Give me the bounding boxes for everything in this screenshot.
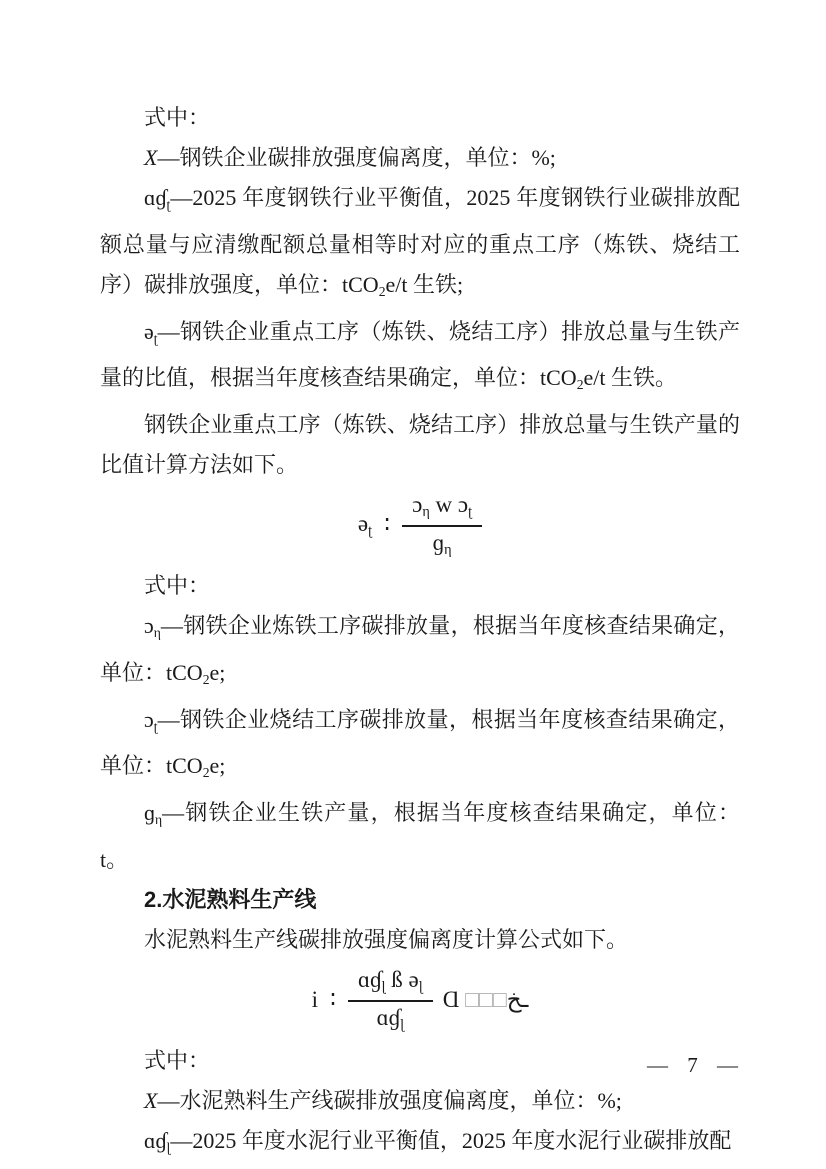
text-segment: ɡ [432, 530, 445, 556]
text-segment: —钢铁企业碳排放强度偏离度，单位：%; [157, 145, 556, 170]
text-segment: —钢铁企业重点工序（炼铁、烧结工序）排放总量与生铁产量的比值，根据当年度核查结果确定，单位：tCO [100, 318, 740, 391]
text-segment: X [144, 1087, 158, 1113]
ratio-method-note [100, 405, 740, 485]
fraction-numerator [402, 491, 482, 527]
def-x-cement [100, 1081, 740, 1121]
fraction [402, 491, 482, 560]
formula-relation: ∶ [384, 512, 391, 538]
text-segment: ɭ [166, 1139, 171, 1155]
text-segment: Ɑ [442, 986, 466, 1012]
fraction [348, 966, 433, 1035]
text-segment: —水泥熟料生产线碳排放强度偏离度，单位：%; [157, 1087, 622, 1113]
def-pig-iron-output [100, 793, 740, 880]
text-segment: 式中： [144, 572, 211, 598]
text-segment: —钢铁企业烧结工序碳排放量，根据当年度核查结果确定，单位：tCO [100, 706, 740, 779]
steel-ratio-formula [100, 491, 740, 560]
text-segment: □□□ [465, 986, 507, 1012]
formula-relation: ∶ [330, 986, 337, 1012]
text-segment: ʈ [153, 718, 158, 734]
document-body [100, 98, 740, 1167]
text-segment: ß [385, 966, 409, 992]
page-number: — 7 — [647, 1053, 738, 1077]
text-segment: 2 [202, 765, 210, 781]
text-segment: ɔ [144, 612, 154, 638]
text-segment: —2025 年度钢铁行业平衡值，2025 年度钢铁行业碳排放配额总量与应清缴配额总量相等时对应的重点工序（炼铁、烧结工序）碳排放强度，单位：tCO [100, 185, 740, 297]
formula-intro-label-3 [100, 1041, 740, 1081]
text-segment: ɔ [144, 706, 154, 732]
text-segment: —钢铁企业生铁产量，根据当年度核查结果确定，单位：t。 [100, 800, 740, 872]
cement-formula-note [100, 920, 740, 960]
def-sintering-emissions [100, 700, 740, 794]
text-segment: η [422, 504, 430, 521]
formula-intro-label-2 [100, 566, 740, 606]
fraction-numerator [348, 966, 433, 1002]
def-balance-value-cement [100, 1121, 740, 1168]
text-segment: —2025 年度水泥行业平衡值，2025 年度水泥行业碳排放配 [170, 1127, 732, 1153]
text-segment: e; [209, 753, 226, 779]
fraction-denominator [348, 1002, 433, 1035]
formula-lhs [312, 986, 318, 1015]
text-segment: e/t 生铁。 [583, 365, 677, 391]
fraction-denominator [402, 527, 482, 560]
text-segment: ɔ [412, 492, 423, 518]
text-segment: ə [144, 318, 154, 344]
def-balance-value-steel [100, 178, 740, 312]
text-segment: η [153, 624, 161, 640]
text-segment: ɭ [418, 978, 423, 995]
def-x-steel [100, 138, 740, 178]
text-segment: e/t 生铁; [385, 271, 464, 297]
text-segment: ɡ [144, 800, 155, 826]
text-segment: ə [408, 966, 419, 992]
formula-trailing [443, 986, 529, 1015]
text-segment: η [155, 811, 163, 827]
text-segment: ɭ [400, 1016, 405, 1033]
text-segment: ʈ [166, 196, 171, 212]
text-segment: ـخ [506, 986, 529, 1012]
text-segment: ə [357, 511, 369, 537]
text-segment: 2 [378, 283, 386, 299]
def-emission-ratio-steel [100, 312, 740, 406]
text-segment: ɑɠ [376, 1004, 401, 1030]
section-heading-cement [100, 880, 740, 920]
formula-lhs [358, 510, 372, 541]
text-segment: 2 [202, 671, 210, 687]
text-segment: η [444, 542, 452, 559]
text-segment: 钢铁企业重点工序（炼铁、烧结工序）排放总量与生铁产量的比值计算方法如下。 [100, 412, 740, 478]
text-segment: e; [209, 659, 226, 685]
text-segment: i [311, 986, 319, 1012]
text-segment: 2 [576, 377, 584, 393]
formula-intro-label-1 [100, 98, 740, 138]
text-segment: X [144, 145, 158, 170]
text-segment: 式中： [144, 1047, 211, 1073]
text-segment: ʈ [468, 504, 473, 521]
text-segment: ʈ [368, 523, 373, 540]
text-segment: ɔ [457, 492, 469, 518]
text-segment: ɭ [381, 978, 386, 995]
text-segment: w [429, 492, 458, 518]
text-segment: —钢铁企业炼铁工序碳排放量，根据当年度核查结果确定，单位：tCO [100, 612, 740, 685]
text-segment: ɑɠ [358, 966, 382, 992]
text-segment: ʈ [153, 330, 158, 346]
cement-deviation-formula [100, 966, 740, 1035]
text-segment: ɑɠ [144, 1127, 167, 1153]
def-ironmaking-emissions [100, 606, 740, 700]
text-segment: ɑɠ [144, 185, 167, 210]
text-segment: 水泥熟料生产线碳排放强度偏离度计算公式如下。 [144, 926, 629, 952]
text-segment: 式中： [144, 105, 211, 130]
text-segment: 2.水泥熟料生产线 [144, 886, 317, 912]
